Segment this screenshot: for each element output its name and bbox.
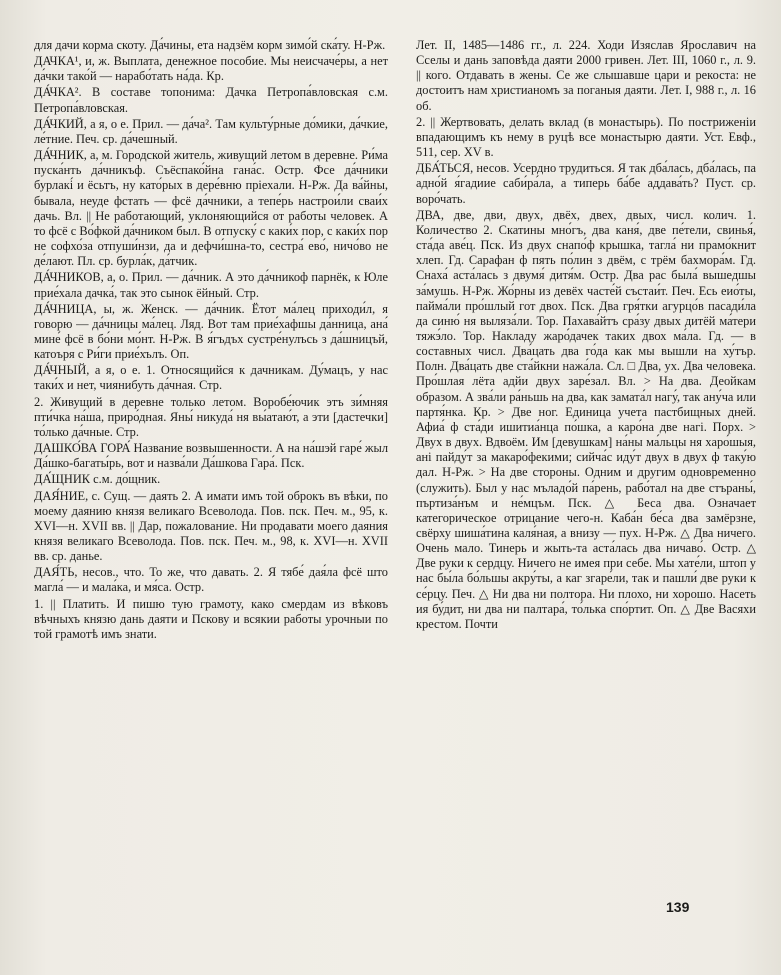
page-number: 139 <box>666 899 690 915</box>
entry-dachnyy-1: ДА́ЧНЫЙ, а я, о е. 1. Относящийся к дачникам. Ду́мацъ, у нас таки́х и нет, чиянибуть да́чная. Стр. <box>34 363 388 393</box>
entry-dayat-sense-2: 2. || Жертвовать, делать вклад (в монастырь). По постриженіи впадающимъ къ нему в руцѣ все монастырю даяти. Уст. Евф., 511, сер. XV в. <box>416 114 756 160</box>
entry-dayat-sense-1: 1. || Платить. И пишю тую грамоту, како смердам из вѣковъ вѣчныхъ князю дань даяти и Пскову и всякии работы урочныи по той грамотѣ имъ знати. <box>34 596 388 641</box>
entry-dashchnik: ДА́ЩНИК с.м. до́щник. <box>34 472 161 487</box>
entry-dayat-continuation: Лет. II, 1485—1486 гг., л. 224. Ходи Изяслав Ярославич на Сселы и дань заповѣда даяти 2000 гривен. Лет. III, 1060 г., л. 9. || кого. Отдавать в жены. Се же слышавше цари и рекоста: не достоитъ нам христианомъ за поганыя даяти. Лет. I, 988 г., л. 16 об. <box>416 38 756 113</box>
entry-dacha-continuation: для дачи корма скоту. Да́чины, ета надзём корм зимо́й ска́ту. Н-Рж. <box>34 38 386 52</box>
entry-dachnikov: ДА́ЧНИКОВ, а, о. Прил. — да́чник. А это да́чникоф парнёк, к Юле прие́хала дачка́, так это сынок ёйный. Стр. <box>34 270 388 300</box>
entry-dashkova-gora: ДАШКО́ВА ГОРА́ Название возвышенности. А на на́шэй гаре́ жыл Да́шко-багаты́рь, вот и назва́ли Да́шкова Гара́. Пск. <box>34 441 388 471</box>
entry-dbatsya: ДБА́ТЬСЯ, несов. Усердно трудиться. Я так дба́лась, дба́лась, па адно́й я́гадиие саби́ра́ла, а типерь ба́бе аддава́ть? Пуст. ср. воро́чать. <box>416 161 756 206</box>
entry-dachnik: ДА́ЧНИК, а, м. Городской житель, живущий летом в деревне. Ри́ма пуска́нть да́чникъф. Съёспако́йна гана́с. Остр. Фсе да́чники бурлакі́ и ёсьтъ, ну като́рых в дере́вню пріехали. Н-Рж. Да ва́йны, бывала, неуде фстать — фсё да́чники, а тепе́рь настрои́ли сваи́х дачь. Вл. || Не работающий, уклоняющийся от работы человек. А то фсё с Во́фкой да́чником был. В отпуску́ с каки́х пор, с каки́х пор не софхо́за отпуши́нзи, да и дефчи́шна-то, сестра́ ево́, ничо́во не де́лают. Пл. ср. бурла́к, да́тчик. <box>34 148 388 269</box>
entry-dayat: ДАЯ́ТЬ, несов., что. То же, что давать. 2. Я тябе́ дая́ла фсё што магла́ — и мала́ка, и мя́са. Остр. <box>34 565 388 595</box>
right-column <box>416 38 756 632</box>
entry-dachka-1: ДАЧКА¹, и, ж. Выплата, денежное пособие. Мы неисчаче́ры, а нет да́чки тако́й — нарабо́тать на́да. Кр. <box>34 54 388 84</box>
entry-dachkiy: ДА́ЧКИЙ, а я, о е. Прил. — да́ча². Там культу́рные до́мики, да́чкие, ле́тние. Печ. ср. да́чешный. <box>34 116 388 146</box>
entry-dachka-2: ДА́ЧКА². В составе топонима: Дачка Петропа́вловская с.м. Петропа́вловская. <box>34 85 388 115</box>
entry-dva: ДВА, две, дви, двух, двёх, двех, двых, числ. колич. 1. Количество 2. Скатины мно́гъ, два каня́, две пе́тели, свинья́, ста́да аве́ц. Пск. Из двух снапо́ф крышка, тагла́ ни прамо́книт хлеп. Гд. Сарафан ф пять по́лин з двём, с трём бахмора́м. Гд. Снаха́ аста́лась з двумя́ дитя́м. Остр. Два рас была́ вышедшы за́мушь. Н-Рж. Жо́рны из девёх часте́й състаи́т. Печ. Есь еио́ты, пайма́ли про́шлый гот двох. Пск. Два гря́тки агурцо́в пасади́ла да синю́ ня выляза́ли. Тор. Пахава́йтъ сра́зу двых дитёй ма́тери тяжэ́ло. Тор. Накладу жаро́дачек таких двох ма́ла. Гд. — в составных числ. Два́цать два го́да как мы вышли на ху́тър. Полн. Два́цать две ста́йкни нажа́ла. Сл. □ Два, ух. Два человека. Про́шлая лёта адйи двух заре́зал. Вл. > На два. Деойкам образом. А зва́ли ра́ньшь на два, как замата́л нагу́, так ану́ча или партя́нка. Кр. > Две ног. Единица учета пастбищных дней. Афиа́ ф ста́ди ишитиа́нца по́шка, а каро́на две нагі. Порх. > Двух в двух. Вдвоём. Им [девушкам] на́ны ма́льцы ня харо́шыя, ані пайду́т за макаро́фекими; сийча́с иду́т двух в двух ф таку́ю дал. Н-Рж. > На две стороны. Одним и другим одновременно (служить). Был у нас мъладо́й па́рень, рабо́тал на две стъраны́, пъртиза́нъм и не́мцъм. Пск. △ Беса два. Означает категорическое отрицание чего-н. Каба́н бе́са два замёрзне, свёрху шиша́тина каля́ная, а внизу — пух. Н-Рж. △ Два ничего. Очень мало. Тинерь и жыть-та аста́лась два ничаво́. Остр. △ Две руки к сердцу. Ничего не имея при себе. Мы хате́ли, штоп у нас бы́ла бо́льшы акру́ты, а каг згаре́ли, так и пашли́ две руки к се́рцу. Печ. △ Ни два ни полтора. Ни плохо, ни хорошо. Насеть ия бу́дит, ни два ни палтара́, то́лька спо́ртит. Оп. △ Две Васяхи крестом. Почти <box>416 207 756 631</box>
entry-dayanie: ДАЯ́НИЕ, с. Сущ. — даять 2. А имати имъ той оброкъ въ вѣки, по моему даянию князя великаго Всеволода. Пов. пск. Печ. м., 95, к. XVI—н. XVII вв. || Дар, пожалование. Ни продавати моего даяния князя великаго Всеволода. Пов. пск. Печ. м., 98, к. XVI—н. XVII вв. ср. данье. <box>34 488 388 564</box>
entry-dachnitsa: ДА́ЧНИЦА, ы, ж. Женск. — да́чник. Ётот ма́лец приходи́л, я говорю — да́чницы ма́лец. Ляд. Вот там прие́хафшы да́нница, ана́ мине́ фсё в бо́ни мо́нт. Н-Рж. В я́гъдъх сустре́нулъсь з да́шницъй, катоъря с Ри́ги прие́хълъ. Оп. <box>34 301 388 362</box>
left-column <box>34 38 388 642</box>
entry-dachnyy-2: 2. Живущий в деревне только летом. Воробе́ючик этъ зи́мняя пти́чка на́ша, приро́дная. Яны́ никуда́ ня вы́атаю́т, а эти [дастечки] то́лько да́чные. Стр. <box>34 394 388 439</box>
